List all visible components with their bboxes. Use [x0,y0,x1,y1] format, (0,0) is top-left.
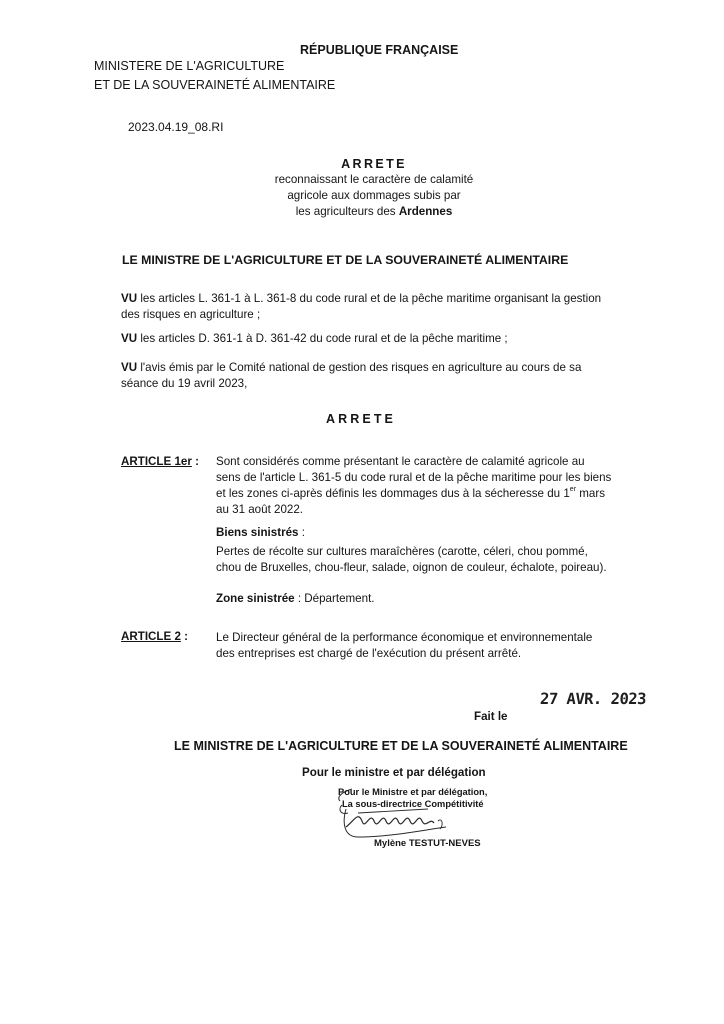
vu-text: l'avis émis par le Comité national de gestion des risques en agriculture au cours de sa [137,361,582,374]
zone-sinistree-label: Zone sinistrée [216,592,295,605]
stamp-title-line: La sous-directrice Compétitivité [342,799,484,809]
article-1-line2: sens de l'article L. 361-5 du code rural et de la pêche maritime pour les biens [216,471,612,484]
date-stamp: 27 AVR. 2023 [539,690,647,708]
signatory-name: Mylène TESTUT-NEVES [374,838,481,849]
article-1-body [216,454,612,518]
decree-title-arrete: ARRETE [341,157,407,171]
article-2-separator: : [180,630,188,643]
article-1-label [121,455,199,468]
ordinal-superscript: er [569,486,577,494]
stamp-delegation-line: Pour le Ministre et par délégation, [338,787,488,797]
article-1-line3-end: mars [576,487,606,500]
ministry-name-line2: ET DE LA SOUVERAINETÉ ALIMENTAIRE [94,78,336,92]
article-1-separator: : [191,455,199,468]
decree-title-line3-text: les agriculteurs des [295,205,399,218]
vu-keyword: VU [121,292,138,305]
fait-le-label: Fait le [474,710,508,723]
biens-line2: chou de Bruxelles, chou-fleur, salade, oignon de couleur, échalote, poireau). [216,561,607,574]
vu-paragraph-3 [121,360,609,392]
biens-sinistres-label [216,526,305,539]
decree-arrete-heading: ARRETE [326,412,396,426]
vu-text-continued: des risques en agriculture ; [121,308,261,321]
article-2-label [121,630,188,643]
vu-paragraph-2 [121,331,609,347]
zone-sinistree-value: : Département. [294,592,375,605]
biens-line1: Pertes de récolte sur cultures maraîchères (carotte, céleri, chou pommé, [216,545,588,558]
signer-heading: LE MINISTRE DE L'AGRICULTURE ET DE LA SOUVERAINETÉ ALIMENTAIRE [174,739,628,753]
decree-title [274,156,474,220]
decree-title-line1: reconnaissant le caractère de calamité [274,173,474,186]
biens-sinistres-label-text: Biens sinistrés [216,526,299,539]
article-2-line2: des entreprises est chargé de l'exécution du présent arrêté. [216,647,522,660]
decree-title-line2: agricole aux dommages subis par [287,189,461,202]
vu-text: les articles D. 361-1 à D. 361-42 du code rural et de la pêche maritime ; [137,332,508,345]
article-2-body [216,630,609,662]
article-1-line4: au 31 août 2022. [216,503,304,516]
article-1-line3 [216,486,609,502]
biens-sinistres-body [216,544,609,576]
vu-keyword: VU [121,361,138,374]
delegation-line: Pour le ministre et par délégation [302,766,486,779]
department-name: Ardennes [398,205,453,218]
ministry-name-line1: MINISTERE DE L'AGRICULTURE [94,59,285,73]
minister-heading: LE MINISTRE DE L'AGRICULTURE ET DE LA SOUVERAINETÉ ALIMENTAIRE [122,253,569,267]
vu-keyword: VU [121,332,138,345]
vu-text-continued: séance du 19 avril 2023, [121,377,248,390]
republic-heading: RÉPUBLIQUE FRANÇAISE [300,43,459,57]
article-2-label-text: ARTICLE 2 [121,630,181,643]
biens-sinistres-suffix: : [298,526,305,539]
zone-sinistree [216,592,375,605]
vu-paragraph-1 [121,291,609,323]
document-reference: 2023.04.19_08.RI [128,120,224,134]
vu-text: les articles L. 361-1 à L. 361-8 du code rural et de la pêche maritime organisant la gestion [137,292,602,305]
article-1-line3-text: et les zones ci-après définis les dommages dus à la sécheresse du 1 [216,487,570,500]
decree-title-line3 [274,204,474,220]
article-2-line1: Le Directeur général de la performance économique et environnementale [216,631,593,644]
article-1-line1: Sont considérés comme présentant le caractère de calamité agricole au [216,455,585,468]
article-1-label-text: ARTICLE 1er [121,455,192,468]
